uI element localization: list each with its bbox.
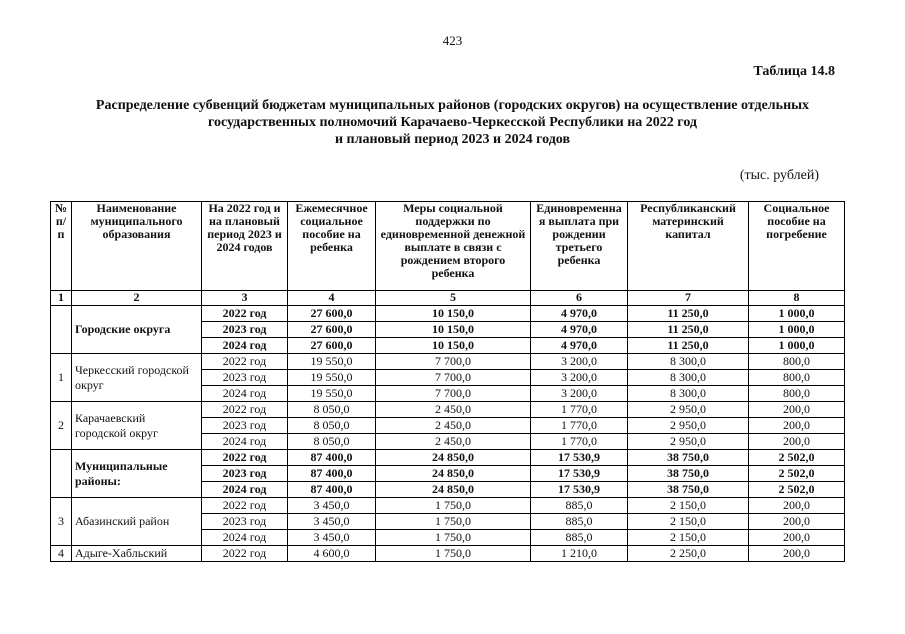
value-cell: 4 970,0 [531,306,628,322]
year-cell: 2024 год [202,338,288,354]
column-number: 6 [531,291,628,306]
value-cell: 7 700,0 [376,370,531,386]
value-cell: 800,0 [749,370,845,386]
value-cell: 19 550,0 [288,370,376,386]
row-number-cell [51,306,72,354]
title-line-1: Распределение субвенций бюджетам муниципальных районов (городских округов) на осуществление отдельных [95,98,810,113]
row-number-cell [51,450,72,498]
year-cell: 2023 год [202,418,288,434]
value-cell: 3 450,0 [288,530,376,546]
page-number: 423 [442,33,463,48]
header-cell: Наименование муниципального образования [72,202,202,291]
value-cell: 4 970,0 [531,322,628,338]
value-cell: 2 450,0 [376,434,531,450]
header-cell: Единовременна я выплата при рождении третьего ребенка [531,202,628,291]
year-cell: 2024 год [202,482,288,498]
value-cell: 38 750,0 [628,482,749,498]
value-cell: 27 600,0 [288,306,376,322]
value-cell: 7 700,0 [376,354,531,370]
value-cell: 200,0 [749,434,845,450]
value-cell: 1 750,0 [376,530,531,546]
value-cell: 24 850,0 [376,450,531,466]
table-row [51,306,845,322]
title-line-2: государственных полномочий Карачаево-Черкесской Республики на 2022 год [208,115,697,130]
value-cell: 1 750,0 [376,546,531,562]
header-row [51,202,845,291]
column-number: 8 [749,291,845,306]
value-cell: 8 050,0 [288,418,376,434]
value-cell: 3 450,0 [288,514,376,530]
table-body [51,306,845,562]
value-cell: 3 450,0 [288,498,376,514]
value-cell: 2 450,0 [376,402,531,418]
value-cell: 3 200,0 [531,386,628,402]
value-cell: 8 300,0 [628,386,749,402]
year-cell: 2023 год [202,322,288,338]
value-cell: 38 750,0 [628,450,749,466]
value-cell: 800,0 [749,354,845,370]
value-cell: 10 150,0 [376,306,531,322]
value-cell: 87 400,0 [288,450,376,466]
value-cell: 38 750,0 [628,466,749,482]
row-number-cell: 3 [51,498,72,546]
year-cell: 2024 год [202,530,288,546]
value-cell: 1 210,0 [531,546,628,562]
value-cell: 2 502,0 [749,450,845,466]
value-cell: 800,0 [749,386,845,402]
value-cell: 200,0 [749,530,845,546]
year-cell: 2023 год [202,514,288,530]
table-row [51,354,845,370]
value-cell: 3 200,0 [531,354,628,370]
row-number-cell: 4 [51,546,72,562]
value-cell: 2 150,0 [628,530,749,546]
column-number: 1 [51,291,72,306]
value-cell: 87 400,0 [288,482,376,498]
table-row [51,402,845,418]
value-cell: 200,0 [749,514,845,530]
table-row [51,498,845,514]
value-cell: 24 850,0 [376,482,531,498]
header-cell: № п/п [51,202,72,291]
value-cell: 1 770,0 [531,418,628,434]
header-cell: Ежемесячное социальное пособие на ребенка [288,202,376,291]
value-cell: 1 000,0 [749,338,845,354]
year-cell: 2022 год [202,450,288,466]
year-cell: 2022 год [202,306,288,322]
value-cell: 200,0 [749,402,845,418]
column-number-row [51,291,845,306]
municipality-name-cell: Адыге-Хабльский [72,546,202,562]
column-number: 5 [376,291,531,306]
column-number: 7 [628,291,749,306]
value-cell: 11 250,0 [628,338,749,354]
value-cell: 2 250,0 [628,546,749,562]
municipality-name-cell: Городские округа [72,306,202,354]
table-row [51,450,845,466]
value-cell: 24 850,0 [376,466,531,482]
value-cell: 1 000,0 [749,306,845,322]
value-cell: 200,0 [749,546,845,562]
municipality-name-cell: Муниципальные районы: [72,450,202,498]
value-cell: 2 150,0 [628,514,749,530]
header-cell: Меры социальной поддержки по единовременной денежной выплате в связи с рождением второго ребенка [376,202,531,291]
table-number: Таблица 14.8 [753,64,835,79]
year-cell: 2022 год [202,546,288,562]
value-cell: 17 530,9 [531,482,628,498]
column-number: 2 [72,291,202,306]
column-number: 4 [288,291,376,306]
value-cell: 8 050,0 [288,434,376,450]
value-cell: 885,0 [531,530,628,546]
value-cell: 200,0 [749,498,845,514]
value-cell: 1 750,0 [376,514,531,530]
value-cell: 10 150,0 [376,338,531,354]
value-cell: 8 300,0 [628,354,749,370]
value-cell: 2 150,0 [628,498,749,514]
municipality-name-cell: Карачаевский городской округ [72,402,202,450]
header-cell: На 2022 год и на плановый период 2023 и 2024 годов [202,202,288,291]
value-cell: 8 050,0 [288,402,376,418]
value-cell: 19 550,0 [288,386,376,402]
value-cell: 2 950,0 [628,434,749,450]
value-cell: 7 700,0 [376,386,531,402]
header-cell: Республиканский материнский капитал [628,202,749,291]
subsidy-table [50,201,845,562]
municipality-name-cell: Абазинский район [72,498,202,546]
value-cell: 2 450,0 [376,418,531,434]
year-cell: 2024 год [202,434,288,450]
value-cell: 2 502,0 [749,482,845,498]
value-cell: 17 530,9 [531,466,628,482]
value-cell: 2 950,0 [628,402,749,418]
year-cell: 2023 год [202,370,288,386]
value-cell: 885,0 [531,498,628,514]
value-cell: 885,0 [531,514,628,530]
units-label: (тыс. рублей) [739,168,819,183]
row-number-cell: 2 [51,402,72,450]
year-cell: 2024 год [202,386,288,402]
value-cell: 1 000,0 [749,322,845,338]
year-cell: 2022 год [202,354,288,370]
municipality-name-cell: Черкесский городской округ [72,354,202,402]
value-cell: 11 250,0 [628,306,749,322]
value-cell: 1 770,0 [531,402,628,418]
value-cell: 1 770,0 [531,434,628,450]
value-cell: 8 300,0 [628,370,749,386]
value-cell: 1 750,0 [376,498,531,514]
value-cell: 87 400,0 [288,466,376,482]
value-cell: 4 970,0 [531,338,628,354]
value-cell: 2 502,0 [749,466,845,482]
value-cell: 19 550,0 [288,354,376,370]
document-title [40,97,865,148]
row-number-cell: 1 [51,354,72,402]
value-cell: 2 950,0 [628,418,749,434]
value-cell: 17 530,9 [531,450,628,466]
value-cell: 4 600,0 [288,546,376,562]
value-cell: 27 600,0 [288,322,376,338]
year-cell: 2022 год [202,498,288,514]
year-cell: 2023 год [202,466,288,482]
header-cell: Социальное пособие на погребение [749,202,845,291]
title-line-3: и плановый период 2023 и 2024 годов [334,132,571,147]
value-cell: 27 600,0 [288,338,376,354]
year-cell: 2022 год [202,402,288,418]
value-cell: 200,0 [749,418,845,434]
table-row [51,546,845,562]
value-cell: 10 150,0 [376,322,531,338]
value-cell: 3 200,0 [531,370,628,386]
column-number: 3 [202,291,288,306]
value-cell: 11 250,0 [628,322,749,338]
